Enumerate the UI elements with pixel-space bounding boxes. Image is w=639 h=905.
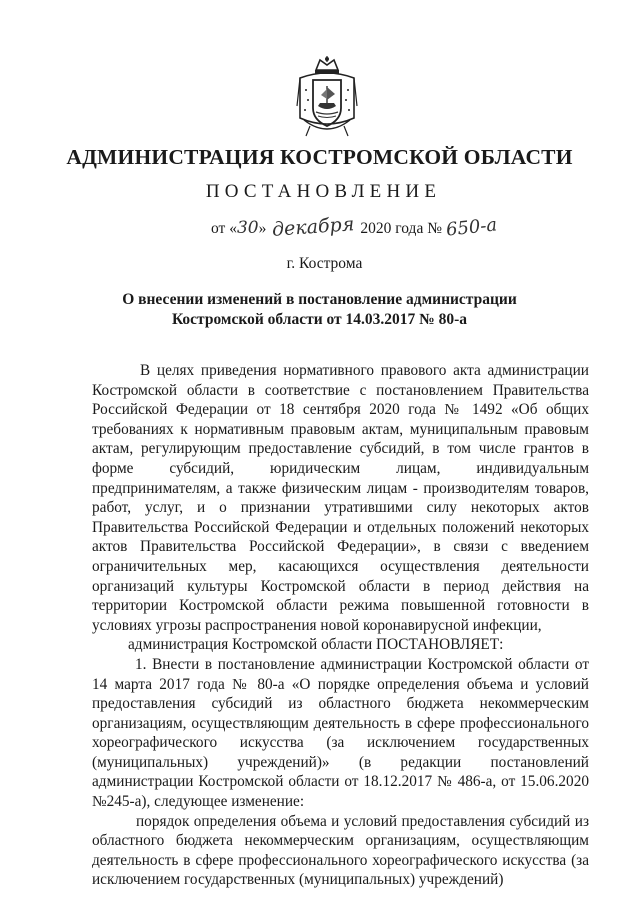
- order-paragraph: порядок определения объема и условий предоставления субсидий из областного бюджета некоммерческим организациям, осуществляющим деятельность в сфере профессионального хореографического искусства (за исключением государственных (муниципальных) учреждений): [92, 812, 589, 889]
- date-month-handwritten: декабря: [271, 213, 356, 241]
- date-year: 2020 года №: [356, 220, 446, 237]
- document-number-handwritten: 650-а: [444, 214, 499, 241]
- resolve-paragraph: администрация Костромской области ПОСТАНОВЛЯЕТ:: [128, 636, 504, 654]
- document-type: ПОСТАНОВЛЕНИЕ: [205, 181, 442, 202]
- city: г. Кострома: [286, 255, 363, 272]
- subject-line-2: Костромской области от 14.03.2017 № 80-а: [171, 311, 468, 328]
- date-day-handwritten: 30: [236, 218, 259, 238]
- item-1-paragraph: 1. Внести в постановление администрации Костромской области от 14 марта 2017 года № 80-а «О порядке определения объема и условий предоставления субсидий из областного бюджета некоммерческим организациям, осуществляющим деятельность в сфере профессионального хореографического искусства (за исключением государственных (муниципальных) учреждений)» (в редакции постановлений администрации Костромской области от 18.12.2017 № 486-а, от 15.06.2020 №245-а), следующее изменение:: [92, 655, 589, 811]
- preamble-paragraph: В целях приведения нормативного правового акта администрации Костромской области в соответствие с постановлением Правительства Российской Федерации от 18 сентября 2020 года № 1492 «Об общих требованиях к нормативным правовым актам, муниципальным правовым актам, регулирующим предоставление субсидий, в том числе грантов в форме субсидий, юридическим лицам, индивидуальным предпринимателям, а также физическим лицам - производителям товаров, работ, услуг, и о признании утратившими силу некоторых актов Правительства Российской Федерации и отдельных положений некоторых актов Правительства Российской Федерации», в связи с введением ограничительных мер, касающихся осуществления деятельности организаций культуры Костромской области в период действия на территории Костромской области режима повышенной готовности в условиях угрозы распространения новой коронавирусной инфекции,: [92, 362, 589, 634]
- document-body: [92, 361, 589, 890]
- organization-title: АДМИНИСТРАЦИЯ КОСТРОМСКОЙ ОБЛАСТИ: [66, 145, 573, 169]
- coat-of-arms-icon: [296, 56, 358, 140]
- date-close: »: [258, 220, 271, 237]
- date-prefix: от «: [211, 220, 237, 237]
- subject-line-1: О внесении изменений в постановление администрации: [122, 291, 517, 308]
- document-subject: [0, 290, 639, 330]
- document-date-line: [211, 213, 499, 241]
